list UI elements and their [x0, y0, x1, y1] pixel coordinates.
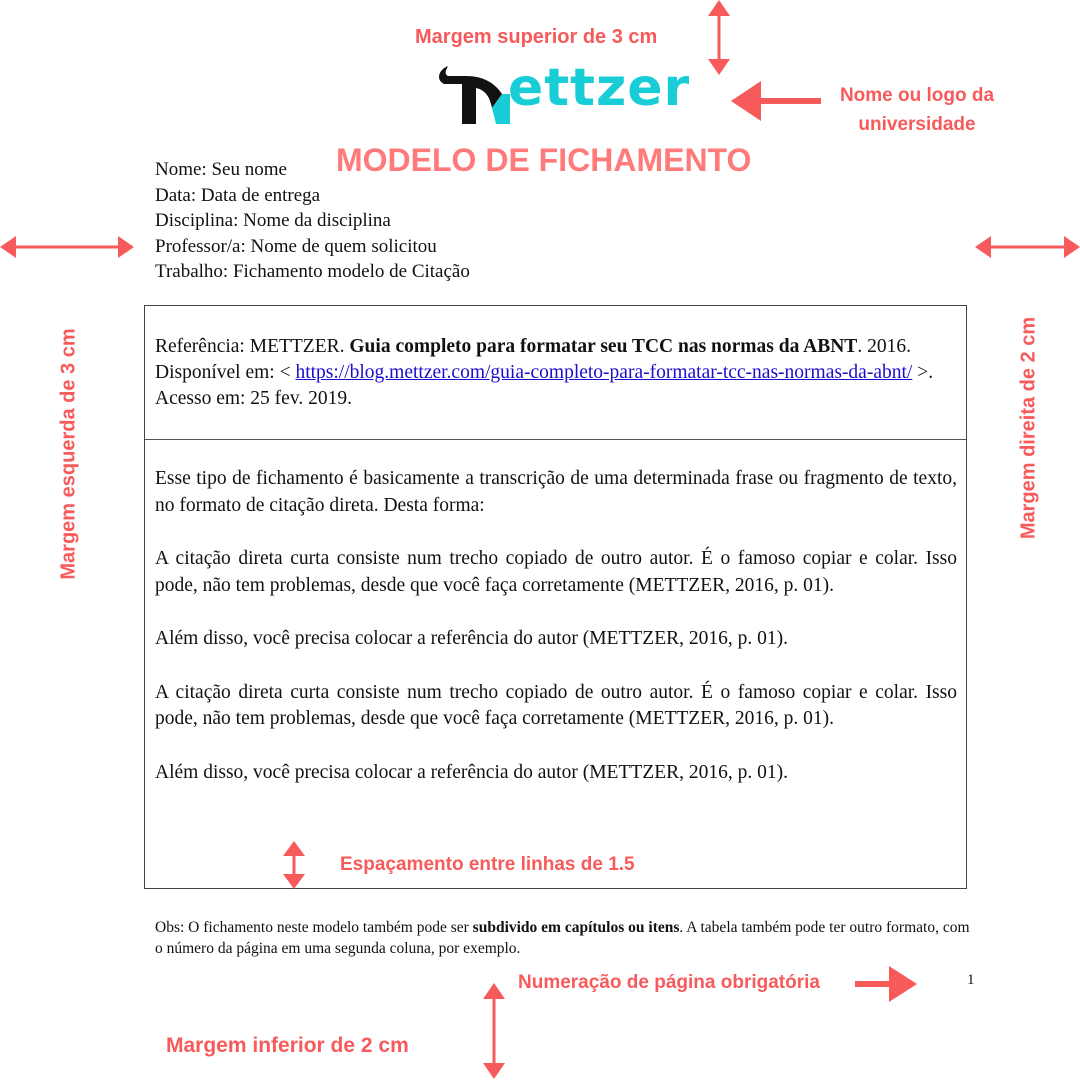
reference-title: Guia completo para formatar seu TCC nas normas da ABNT	[349, 336, 858, 357]
header-name-line: Nome: Seu nome	[155, 159, 287, 180]
logo-label-line1: Nome ou logo da	[839, 85, 995, 106]
content-cell	[155, 466, 957, 813]
page-numbering-label: Numeração de página obrigatória	[518, 972, 820, 993]
vertical-double-arrow-icon	[481, 983, 507, 1080]
reference-cell	[145, 306, 966, 440]
paragraph: Além disso, você precisa colocar a referência do autor (METTZER, 2016, p. 01).	[155, 628, 788, 649]
line-spacing-label: Espaçamento entre linhas de 1.5	[340, 854, 635, 875]
left-arrow-icon	[731, 81, 823, 121]
reference-link[interactable]: https://blog.mettzer.com/guia-completo-para-formatar-tcc-nas-normas-da-abnt/	[295, 362, 913, 383]
fichamento-table	[144, 305, 967, 889]
top-margin-label: Margem superior de 3 cm	[415, 26, 658, 48]
horizontal-double-arrow-icon	[975, 234, 1080, 260]
paragraph: A citação direta curta consiste num trecho copiado de outro autor. É o famoso copiar e colar. Isso pode, não tem problemas, desde que você faça corretamente (METTZER, 2016, p. 01).	[155, 548, 957, 596]
paragraph: A citação direta curta consiste num trecho copiado de outro autor. É o famoso copiar e colar. Isso pode, não tem problemas, desde que você faça corretamente (METTZER, 2016, p. 01).	[155, 681, 957, 729]
logo-label	[831, 81, 1003, 139]
obs-bold: subdivido em capítulos ou itens	[472, 919, 680, 936]
paragraph: Esse tipo de fichamento é basicamente a transcrição de uma determinada frase ou fragmento de texto, no formato de citação direta. Desta forma:	[155, 468, 957, 516]
header-work-line: Trabalho: Fichamento modelo de Citação	[155, 261, 470, 282]
logo-mark-icon	[434, 64, 514, 126]
header-date-line: Data: Data de entrega	[155, 184, 321, 206]
logo-label-line2: universidade	[858, 114, 976, 135]
header-discipline-line: Disciplina: Nome da disciplina	[155, 210, 391, 231]
logo-text: ettzer	[508, 58, 691, 118]
obs-note	[155, 917, 975, 959]
horizontal-double-arrow-icon	[0, 234, 134, 260]
reference-prefix: Referência: METTZER.	[155, 336, 350, 357]
right-margin-label: Margem direita de 2 cm	[1017, 316, 1040, 540]
university-logo	[434, 58, 704, 126]
bottom-margin-label: Margem inferior de 2 cm	[166, 1034, 409, 1057]
header-info	[155, 157, 470, 285]
obs-suffix: . A tabela também pode ter outro formato, com o número da página em uma segunda coluna, por exemplo.	[155, 919, 970, 957]
page-title: MODELO DE FICHAMENTO	[336, 142, 752, 178]
obs-prefix: Obs: O fichamento neste modelo também pode ser	[155, 919, 473, 936]
reference-middle: . 2016. Disponível em: <	[155, 336, 911, 383]
right-arrow-icon	[855, 966, 917, 1002]
page-number: 1	[967, 972, 975, 988]
paragraph: Além disso, você precisa colocar a referência do autor (METTZER, 2016, p. 01).	[155, 761, 788, 783]
vertical-double-arrow-icon	[706, 0, 732, 76]
vertical-double-arrow-icon	[282, 841, 306, 889]
reference-suffix: >. Acesso em: 25 fev. 2019.	[155, 362, 934, 409]
reference-text	[155, 334, 955, 412]
left-margin-label: Margem esquerda de 3 cm	[57, 328, 80, 580]
header-professor-line: Professor/a: Nome de quem solicitou	[155, 235, 437, 257]
